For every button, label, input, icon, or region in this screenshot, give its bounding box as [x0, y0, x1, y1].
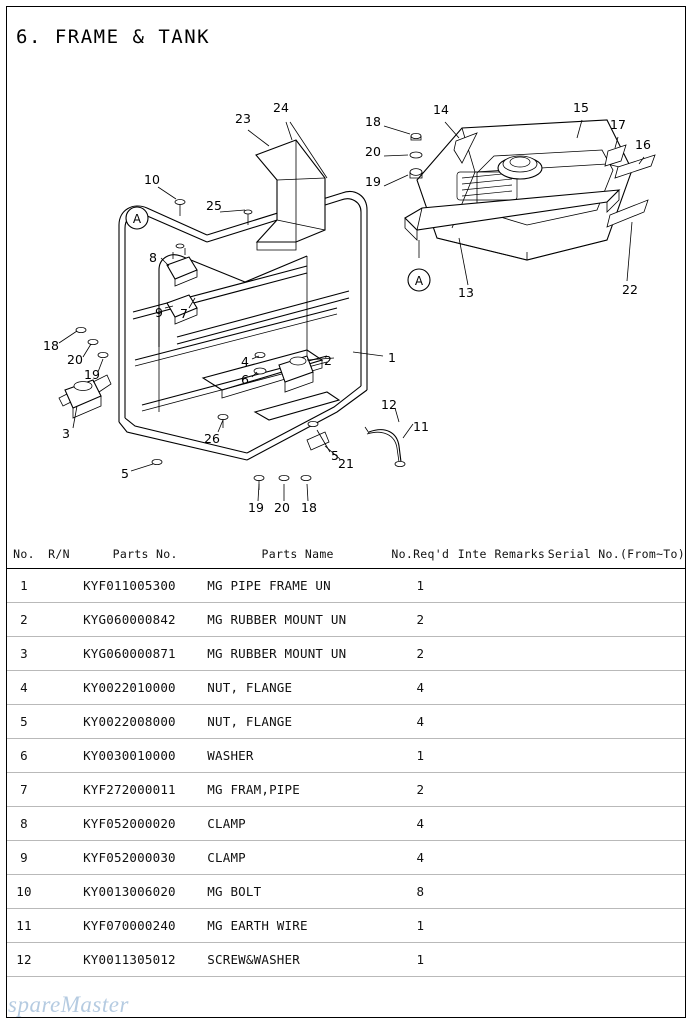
cell-rn [41, 569, 77, 603]
cell-remarks [492, 875, 548, 909]
cell-parts-name: MG PIPE FRAME UN [207, 569, 388, 603]
cell-serial [548, 569, 685, 603]
cell-parts-name: NUT, FLANGE [207, 671, 388, 705]
cell-serial [548, 875, 685, 909]
header-rn: R/N [41, 541, 77, 569]
cell-serial [548, 739, 685, 773]
cell-req: 1 [388, 909, 453, 943]
cell-serial [548, 603, 685, 637]
cell-req: 4 [388, 705, 453, 739]
cell-inte [453, 909, 492, 943]
cell-req: 1 [388, 739, 453, 773]
callout-5-left: 5 [121, 466, 129, 481]
page-title: 6. FRAME & TANK [16, 26, 211, 48]
detail-marker-a-frame: A [132, 212, 142, 226]
cell-rn [41, 773, 77, 807]
cell-parts-name: MG BOLT [207, 875, 388, 909]
cell-remarks [492, 773, 548, 807]
table-row [7, 569, 685, 603]
cell-no: 12 [7, 943, 41, 977]
callout-20-left: 20 [67, 352, 83, 367]
callout-20-tank: 20 [365, 144, 381, 159]
cell-rn [41, 875, 77, 909]
table-row [7, 671, 685, 705]
callout-17: 17 [610, 117, 626, 132]
cell-remarks [492, 943, 548, 977]
cell-rn [41, 943, 77, 977]
watermark: spareMaster [8, 992, 129, 1017]
cell-no: 9 [7, 841, 41, 875]
callout-22: 22 [622, 282, 638, 297]
cell-no: 3 [7, 637, 41, 671]
callout-1: 1 [388, 350, 396, 365]
cell-req: 8 [388, 875, 453, 909]
cell-parts-name: CLAMP [207, 841, 388, 875]
callout-12: 12 [381, 397, 397, 412]
cell-no: 10 [7, 875, 41, 909]
callout-8: 8 [149, 250, 157, 265]
cell-serial [548, 909, 685, 943]
table-body [7, 569, 685, 977]
cell-inte [453, 773, 492, 807]
callout-19-tank: 19 [365, 174, 381, 189]
callout-6: 6 [241, 372, 249, 387]
callout-24: 24 [273, 100, 289, 115]
cell-req: 4 [388, 671, 453, 705]
cell-serial [548, 773, 685, 807]
cell-remarks [492, 841, 548, 875]
cell-serial [548, 943, 685, 977]
cell-parts-name: MG RUBBER MOUNT UN [207, 637, 388, 671]
callout-26: 26 [204, 431, 220, 446]
cell-parts-no: KY0011305012 [77, 943, 207, 977]
cell-serial [548, 807, 685, 841]
cell-rn [41, 603, 77, 637]
callout-15: 15 [573, 100, 589, 115]
cell-remarks [492, 705, 548, 739]
cell-inte [453, 671, 492, 705]
callout-3: 3 [62, 426, 70, 441]
callout-25: 25 [206, 198, 222, 213]
cell-parts-no: KYF052000020 [77, 807, 207, 841]
cell-rn [41, 739, 77, 773]
callout-10: 10 [144, 172, 160, 187]
cell-parts-no: KY0022008000 [77, 705, 207, 739]
table-row [7, 739, 685, 773]
cell-serial [548, 841, 685, 875]
cell-remarks [492, 603, 548, 637]
cell-req: 4 [388, 841, 453, 875]
cell-remarks [492, 739, 548, 773]
cell-rn [41, 841, 77, 875]
cell-req: 2 [388, 637, 453, 671]
callout-20-bottom: 20 [274, 500, 290, 515]
table-header-row [7, 541, 685, 569]
cell-req: 4 [388, 807, 453, 841]
cell-no: 7 [7, 773, 41, 807]
cell-parts-name: MG FRAM,PIPE [207, 773, 388, 807]
cell-serial [548, 705, 685, 739]
cell-parts-no: KY0013006020 [77, 875, 207, 909]
cell-inte [453, 603, 492, 637]
cell-remarks [492, 909, 548, 943]
cell-inte [453, 705, 492, 739]
cell-remarks [492, 569, 548, 603]
cell-req: 2 [388, 603, 453, 637]
cell-parts-no: KY0030010000 [77, 739, 207, 773]
header-remarks: Remarks [492, 541, 548, 569]
cell-no: 2 [7, 603, 41, 637]
cell-serial [548, 637, 685, 671]
callout-5-right: 5 [331, 448, 339, 463]
cell-rn [41, 807, 77, 841]
header-parts-no: Parts No. [77, 541, 207, 569]
table-row [7, 773, 685, 807]
callout-7: 7 [180, 306, 188, 321]
table-row [7, 909, 685, 943]
callout-19-left: 19 [84, 367, 100, 382]
header-inte: Inte [453, 541, 492, 569]
parts-table [7, 541, 685, 977]
cell-parts-no: KY0022010000 [77, 671, 207, 705]
cell-inte [453, 943, 492, 977]
cell-remarks [492, 807, 548, 841]
callout-4: 4 [241, 354, 249, 369]
cell-parts-name: WASHER [207, 739, 388, 773]
cell-parts-name: CLAMP [207, 807, 388, 841]
cell-serial [548, 671, 685, 705]
callout-2: 2 [324, 353, 332, 368]
cell-inte [453, 569, 492, 603]
callout-16: 16 [635, 137, 651, 152]
cell-inte [453, 841, 492, 875]
cell-no: 5 [7, 705, 41, 739]
cell-no: 11 [7, 909, 41, 943]
cell-parts-no: KYG060000871 [77, 637, 207, 671]
cell-remarks [492, 637, 548, 671]
cell-req: 1 [388, 943, 453, 977]
cell-rn [41, 909, 77, 943]
header-req: No.Req'd [388, 541, 453, 569]
table-row [7, 841, 685, 875]
cell-parts-no: KYF011005300 [77, 569, 207, 603]
cell-no: 1 [7, 569, 41, 603]
cell-parts-name: MG RUBBER MOUNT UN [207, 603, 388, 637]
cell-parts-name: NUT, FLANGE [207, 705, 388, 739]
callout-18-left: 18 [43, 338, 59, 353]
cell-rn [41, 671, 77, 705]
table-row [7, 603, 685, 637]
callout-13: 13 [458, 285, 474, 300]
cell-inte [453, 807, 492, 841]
callout-23: 23 [235, 111, 251, 126]
table-row [7, 807, 685, 841]
callout-14: 14 [433, 102, 449, 117]
cell-no: 4 [7, 671, 41, 705]
cell-req: 2 [388, 773, 453, 807]
exploded-diagram [7, 60, 685, 538]
table-row [7, 943, 685, 977]
callout-21: 21 [338, 456, 354, 471]
cell-parts-no: KYF272000011 [77, 773, 207, 807]
table-row [7, 705, 685, 739]
callout-18-bottom: 18 [301, 500, 317, 515]
cell-parts-no: KYF052000030 [77, 841, 207, 875]
cell-parts-no: KYG060000842 [77, 603, 207, 637]
cell-rn [41, 637, 77, 671]
cell-inte [453, 875, 492, 909]
header-parts-name: Parts Name [207, 541, 388, 569]
cell-parts-name: MG EARTH WIRE [207, 909, 388, 943]
cell-parts-no: KYF070000240 [77, 909, 207, 943]
cell-no: 6 [7, 739, 41, 773]
cell-parts-name: SCREW&WASHER [207, 943, 388, 977]
cell-rn [41, 705, 77, 739]
header-no: No. [7, 541, 41, 569]
callout-18-tank: 18 [365, 114, 381, 129]
cell-inte [453, 637, 492, 671]
table-row [7, 875, 685, 909]
detail-marker-a-tank: A [414, 274, 424, 288]
cell-no: 8 [7, 807, 41, 841]
callout-19-bottom: 19 [248, 500, 264, 515]
cell-inte [453, 739, 492, 773]
cell-req: 1 [388, 569, 453, 603]
callout-11: 11 [413, 419, 429, 434]
table-row [7, 637, 685, 671]
table-header [7, 541, 685, 569]
header-serial: Serial No.(From~To) [548, 541, 685, 569]
callout-9: 9 [155, 305, 163, 320]
cell-remarks [492, 671, 548, 705]
